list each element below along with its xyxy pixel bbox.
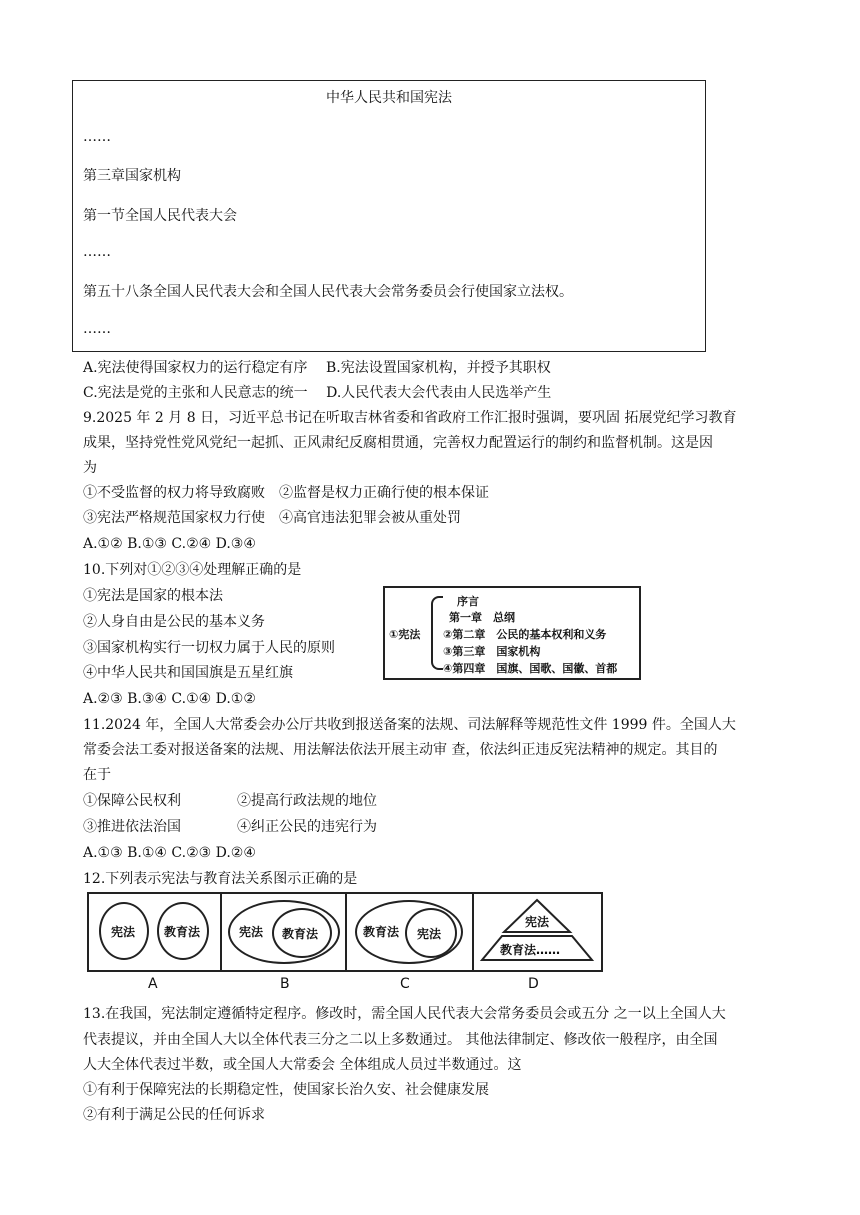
diagram-item: ②第二章 公民的基本权利和义务 <box>443 628 607 641</box>
q13-statement: ②有利于满足公民的任何诉求 <box>83 1107 265 1123</box>
q9-stem: 成果，坚持党性党风党纪一起抓、正风肃纪反腐相贯通，完善权力配置运行的制约和监督机制。这是因 <box>83 435 713 451</box>
q8-options-ab: A.宪法使得国家权力的运行稳定有序 B.宪法设置国家机构，并授予其职权 <box>83 360 551 376</box>
relationship-diagrams <box>87 892 603 972</box>
constitution-label: 宪法 <box>111 925 136 939</box>
excerpt-title: 中华人民共和国宪法 <box>326 90 452 106</box>
pyramid-shape <box>474 894 601 970</box>
option-b-caption: B <box>280 976 290 992</box>
constitution-label: 宪法 <box>239 925 264 939</box>
constitution-excerpt-box <box>72 80 706 352</box>
q10-statement: ③国家机构实行一切权力属于人民的原则 <box>83 640 335 656</box>
option-d-diagram <box>474 894 601 970</box>
option-a-diagram <box>89 894 220 970</box>
excerpt-ellipsis: …… <box>83 321 111 337</box>
q11-statement: ①保障公民权利 <box>83 793 181 809</box>
excerpt-ellipsis: …… <box>83 244 111 260</box>
q11-answer-choices: A.①③ B.①④ C.②③ D.②④ <box>83 845 256 861</box>
option-d-caption: D <box>528 976 539 992</box>
q10-statement: ①宪法是国家的根本法 <box>83 588 223 604</box>
q13-statement: ①有利于保障宪法的长期稳定性，使国家长治久安、社会健康发展 <box>83 1082 489 1098</box>
diagram-root-label: ①宪法 <box>389 628 421 641</box>
option-b-diagram <box>222 894 345 970</box>
diagram-item: 第一章 总纲 <box>449 611 515 624</box>
q10-stem: 10.下列对①②③④处理解正确的是 <box>83 562 302 578</box>
constitution-label: 宪法 <box>417 927 442 941</box>
education-law-label: 教育法 <box>282 927 319 941</box>
q11-statement: ④纠正公民的违宪行为 <box>237 819 377 835</box>
diagram-item: ④第四章 国旗、国歌、国徽、首都 <box>443 662 618 675</box>
q13-stem: 人大全体代表过半数，或全国人大常委会 全体组成人员过半数通过。这 <box>83 1057 522 1073</box>
q9-answer-choices: A.①② B.①③ C.②④ D.③④ <box>83 536 256 552</box>
option-c-diagram <box>347 894 472 970</box>
excerpt-article: 第五十八条全国人民代表大会和全国人民代表大会常务委员会行使国家立法权。 <box>83 284 573 300</box>
diagram-item: 序言 <box>457 595 479 608</box>
diagram-item: ③第三章 国家机构 <box>443 645 541 658</box>
education-law-label: 教育法 <box>363 925 400 939</box>
q11-stem: 常委会法工委对报送备案的法规、用法解法依法开展主动审 查，依法纠正违反宪法精神的规定。其目的 <box>83 742 718 758</box>
q9-statements: ①不受监督的权力将导致腐败 ②监督是权力正确行使的根本保证 <box>83 485 489 501</box>
q12-stem: 12.下列表示宪法与教育法关系图示正确的是 <box>83 871 358 887</box>
q9-stem: 9.2025 年 2 月 8 日，习近平总书记在听取吉林省委和省政府工作汇报时强调，要巩固 拓展党纪学习教育 <box>83 410 737 426</box>
q13-stem: 13.在我国，宪法制定遵循特定程序。修改时，需全国人民代表大会常务委员会或五分 之一以上全国人大 <box>83 1006 726 1022</box>
education-law-label: 教育法…… <box>500 943 561 957</box>
q9-stem: 为 <box>83 460 97 476</box>
excerpt-ellipsis: …… <box>83 129 111 145</box>
constitution-label: 宪法 <box>525 915 550 929</box>
excerpt-chapter: 第三章国家机构 <box>83 168 181 184</box>
option-a-caption: A <box>148 976 158 992</box>
q9-statements: ③宪法严格规范国家权力行使 ④高官违法犯罪会被从重处罚 <box>83 510 461 526</box>
q11-statement: ②提高行政法规的地位 <box>237 793 377 809</box>
education-law-label: 教育法 <box>164 925 201 939</box>
q10-statement: ④中华人民共和国国旗是五星红旗 <box>83 665 293 681</box>
q11-stem: 在于 <box>83 767 111 783</box>
option-c-caption: C <box>400 976 410 992</box>
q11-statement: ③推进依法治国 <box>83 819 181 835</box>
q8-options-cd: C.宪法是党的主张和人民意志的统一 D.人民代表大会代表由人民选举产生 <box>83 385 552 401</box>
constitution-structure-diagram <box>383 586 641 680</box>
brace-shape <box>431 596 443 670</box>
q13-stem: 代表提议，并由全国人大以全体代表三分之二以上多数通过。 其他法律制定、修改依一般程序，由全国 <box>83 1032 718 1048</box>
excerpt-section: 第一节全国人民代表大会 <box>83 208 237 224</box>
q10-answer-choices: A.②③ B.③④ C.①④ D.①② <box>83 691 256 707</box>
q11-stem: 11.2024 年，全国人大常委会办公厅共收到报送备案的法规、司法解释等规范性文件 1999 件。全国人大 <box>83 717 736 733</box>
q10-statement: ②人身自由是公民的基本义务 <box>83 614 265 630</box>
